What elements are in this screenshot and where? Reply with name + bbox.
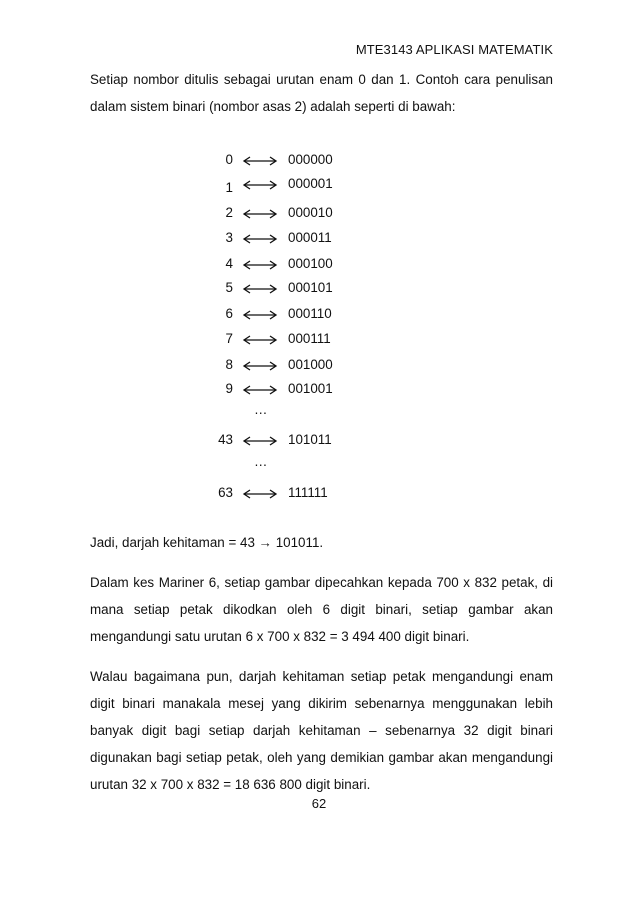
binary-value: 111111	[288, 485, 328, 500]
binary-value: 000110	[288, 306, 332, 321]
ellipsis: …	[254, 454, 268, 469]
table-row	[0, 432, 638, 450]
page-number: 62	[311, 796, 327, 811]
decimal-value: 9	[225, 381, 233, 396]
binary-value: 101011	[288, 432, 332, 447]
table-row	[0, 205, 638, 223]
binary-value: 000001	[288, 176, 333, 191]
ellipsis: …	[254, 402, 268, 417]
decimal-value: 6	[225, 306, 233, 321]
binary-value: 001001	[288, 381, 333, 396]
decimal-value: 7	[225, 331, 233, 346]
table-row	[0, 152, 638, 170]
table-row	[0, 280, 638, 298]
decimal-value: 0	[225, 152, 233, 167]
binary-value: 000011	[288, 230, 332, 245]
table-row	[0, 176, 638, 194]
double-arrow-icon	[242, 360, 278, 372]
running-header: MTE3143 APLIKASI MATEMATIK	[355, 42, 553, 57]
table-row	[0, 485, 638, 503]
double-arrow-icon	[242, 435, 278, 447]
table-row	[0, 256, 638, 274]
binary-value: 000111	[288, 331, 331, 346]
decimal-value: 4	[225, 256, 233, 271]
binary-value: 000000	[288, 152, 333, 167]
decimal-value: 2	[225, 205, 233, 220]
double-arrow-icon	[242, 208, 278, 220]
table-row	[0, 331, 638, 349]
table-row	[0, 381, 638, 399]
conclusion-line: Jadi, darjah kehitaman = 43 → 101011.	[90, 535, 324, 550]
double-arrow-icon	[242, 155, 278, 167]
binary-value: 000100	[288, 256, 333, 271]
however-paragraph: Walau bagaimana pun, darjah kehitaman setiap petak mengandungi enam digit binari manakala mesej yang dikirim sebenarnya menggunakan lebih banyak digit bagi setiap darjah kehitaman – sebenarnya 32 digit binari digunakan bagi setiap petak, oleh yang demikian gambar akan mengandungi urutan 32 x 700 x 832 = 18 636 800 digit binari.	[90, 669, 553, 792]
decimal-value: 8	[225, 357, 233, 372]
double-arrow-icon	[242, 179, 278, 191]
binary-value: 001000	[288, 357, 333, 372]
decimal-value: 63	[218, 485, 233, 500]
double-arrow-icon	[242, 233, 278, 245]
binary-value: 000101	[288, 280, 333, 295]
table-row	[0, 357, 638, 375]
double-arrow-icon	[242, 309, 278, 321]
decimal-value: 5	[225, 280, 233, 295]
double-arrow-icon	[242, 259, 278, 271]
double-arrow-icon	[242, 334, 278, 346]
double-arrow-icon	[242, 488, 278, 500]
double-arrow-icon	[242, 283, 278, 295]
table-row	[0, 306, 638, 324]
double-arrow-icon	[242, 384, 278, 396]
intro-paragraph: Setiap nombor ditulis sebagai urutan enam 0 dan 1. Contoh cara penulisan dalam sistem binari (nombor asas 2) adalah seperti di bawah:	[90, 72, 553, 114]
table-row	[0, 230, 638, 248]
decimal-value: 1	[225, 180, 233, 195]
mariner-paragraph: Dalam kes Mariner 6, setiap gambar dipecahkan kepada 700 x 832 petak, di mana setiap petak dikodkan oleh 6 digit binari, setiap gambar akan mengandungi satu urutan 6 x 700 x 832 = 3 494 400 digit binari.	[90, 575, 553, 644]
decimal-value: 43	[218, 432, 233, 447]
binary-value: 000010	[288, 205, 333, 220]
decimal-value: 3	[225, 230, 233, 245]
